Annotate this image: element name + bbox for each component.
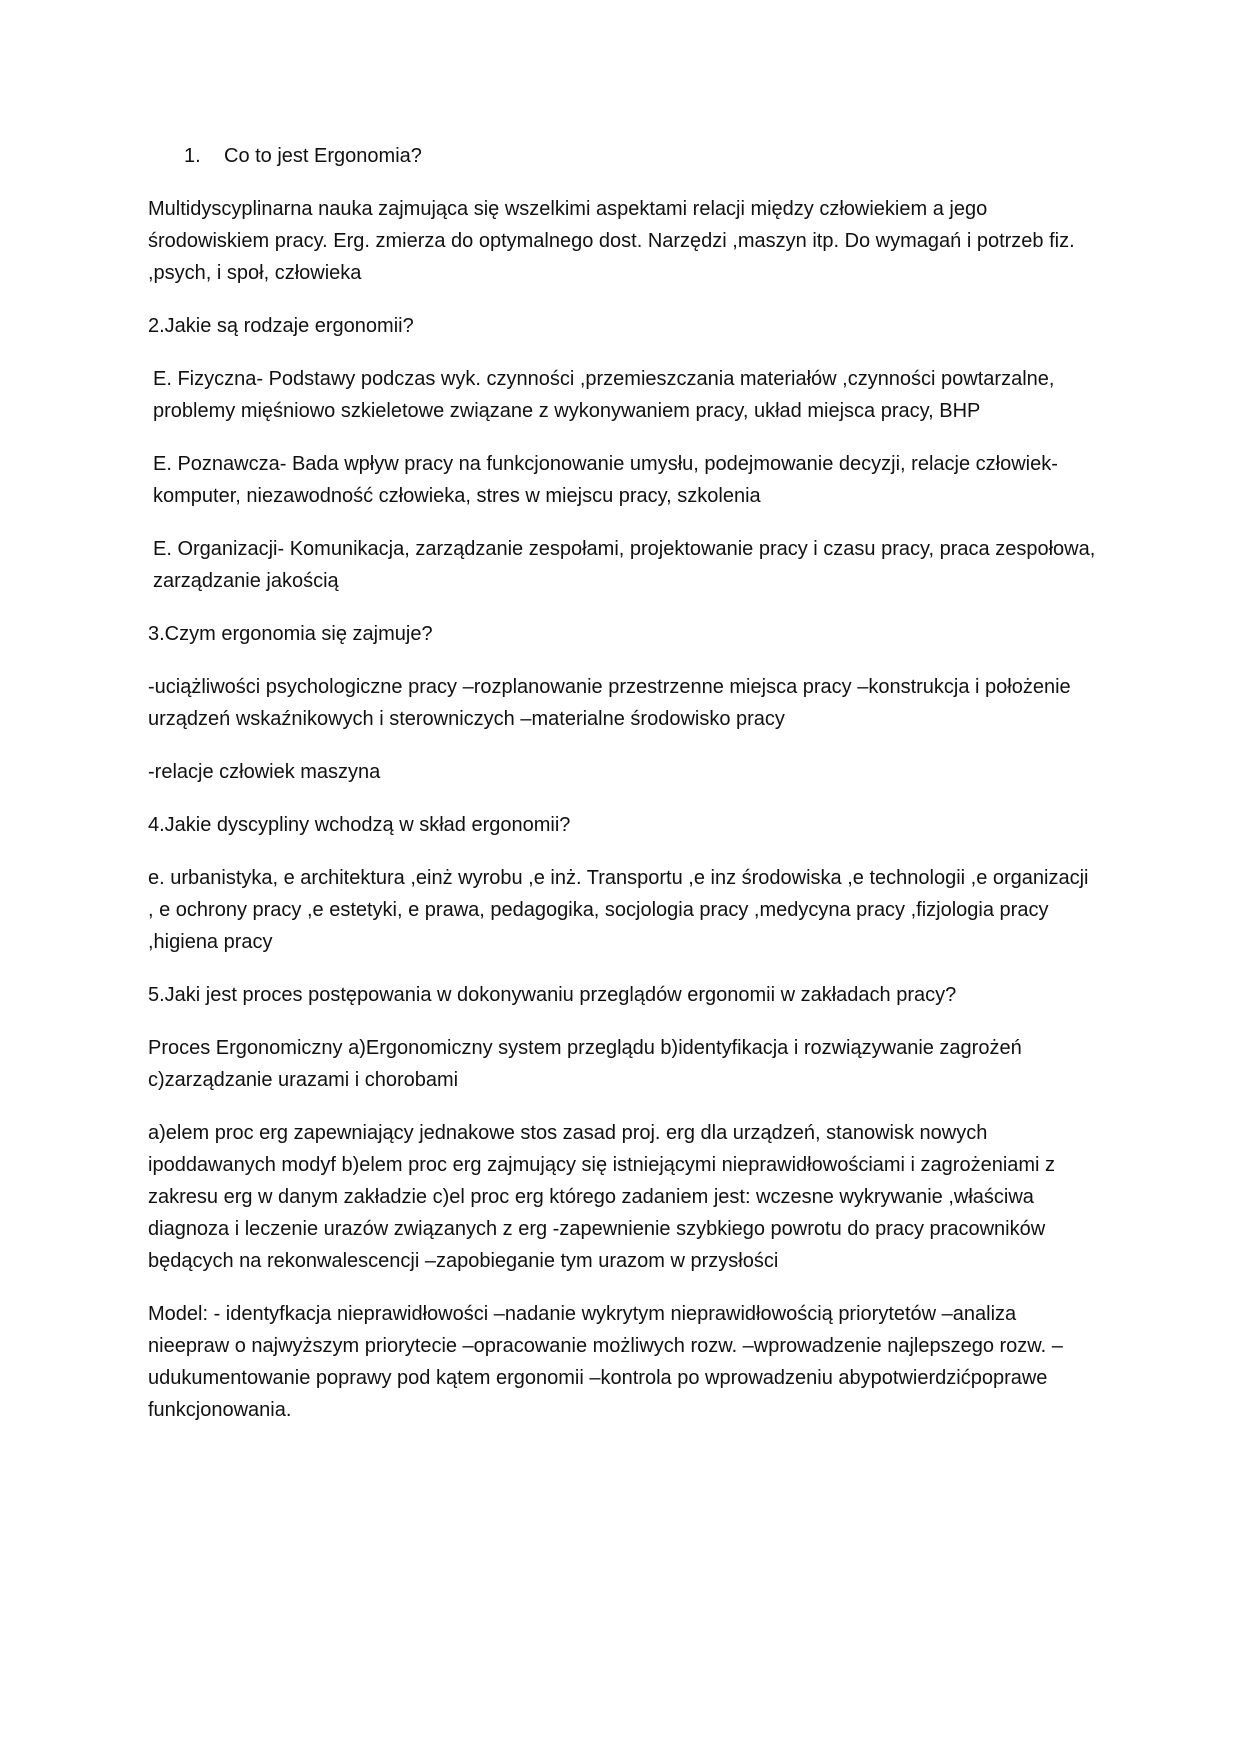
question-4: 4.Jakie dyscypliny wchodzą w skład ergonomii?	[148, 814, 571, 836]
answer-2-fizyczna: E. Fizyczna- Podstawy podczas wyk. czynności ,przemieszczania materiałów ,czynności powtarzalne, problemy mięśniowo szkieletowe związane z wykonywaniem pracy, układ miejsca pracy, BHP	[153, 368, 1055, 422]
answer-5-details: a)elem proc erg zapewniający jednakowe stos zasad proj. erg dla urządzeń, stanowisk nowych ipoddawanych modyf b)elem proc erg zajmujący się istniejącymi nieprawidłowościami i zagrożeniami z zakresu erg w danym zakładzie c)el proc erg którego zadaniem jest: wczesne wykrywanie ,właściwa diagnoza i leczenie urazów związanych z erg -zapewnienie szybkiego powrotu do pracy pracowników będących na rekonwalescencji –zapobieganie tym urazom w przysłości	[148, 1122, 1056, 1272]
document-body	[148, 140, 1098, 1447]
question-1-title: Co to jest Ergonomia?	[224, 145, 422, 167]
answer-3-line-2: -relacje człowiek maszyna	[148, 761, 381, 783]
answer-5-model: Model: - identyfkacja nieprawidłowości –nadanie wykrytym nieprawidłowością priorytetów –analiza nieepraw o najwyższym priorytecie –opracowanie możliwych rozw. –wprowadzenie najlepszego rozw. –udukumentowanie poprawy pod kątem ergonomii –kontrola po wprowadzeniu abypotwierdzićpoprawe funkcjonowania.	[148, 1303, 1063, 1421]
answer-4: e. urbanistyka, e architektura ,einż wyrobu ,e inż. Transportu ,e inz środowiska ,e technologii ,e organizacji , e ochrony pracy ,e estetyki, e prawa, pedagogika, socjologia pracy ,medycyna pracy ,fizjologia pracy ,higiena pracy	[148, 867, 1089, 953]
question-1-number: 1.	[184, 145, 201, 167]
question-5: 5.Jaki jest proces postępowania w dokonywaniu przeglądów ergonomii w zakładach pracy?	[148, 984, 957, 1006]
question-1	[184, 140, 1098, 172]
question-3: 3.Czym ergonomia się zajmuje?	[148, 623, 433, 645]
answer-2-poznawcza: E. Poznawcza- Bada wpływ pracy na funkcjonowanie umysłu, podejmowanie decyzji, relacje człowiek-komputer, niezawodność człowieka, stres w miejscu pracy, szkolenia	[153, 453, 1058, 507]
question-2: 2.Jakie są rodzaje ergonomii?	[148, 315, 414, 337]
answer-1: Multidyscyplinarna nauka zajmująca się wszelkimi aspektami relacji między człowiekiem a jego środowiskiem pracy. Erg. zmierza do optymalnego dost. Narzędzi ,maszyn itp. Do wymagań i potrzeb fiz. ,psych, i społ, człowieka	[148, 198, 1075, 284]
answer-5-proces: Proces Ergonomiczny a)Ergonomiczny system przeglądu b)identyfikacja i rozwiązywanie zagrożeń c)zarządzanie urazami i chorobami	[148, 1037, 1022, 1091]
answer-3-line-1: -uciążliwości psychologiczne pracy –rozplanowanie przestrzenne miejsca pracy –konstrukcja i położenie urządzeń wskaźnikowych i sterowniczych –materialne środowisko pracy	[148, 676, 1071, 730]
answer-2-organizacji: E. Organizacji- Komunikacja, zarządzanie zespołami, projektowanie pracy i czasu pracy, praca zespołowa, zarządzanie jakością	[153, 538, 1096, 592]
